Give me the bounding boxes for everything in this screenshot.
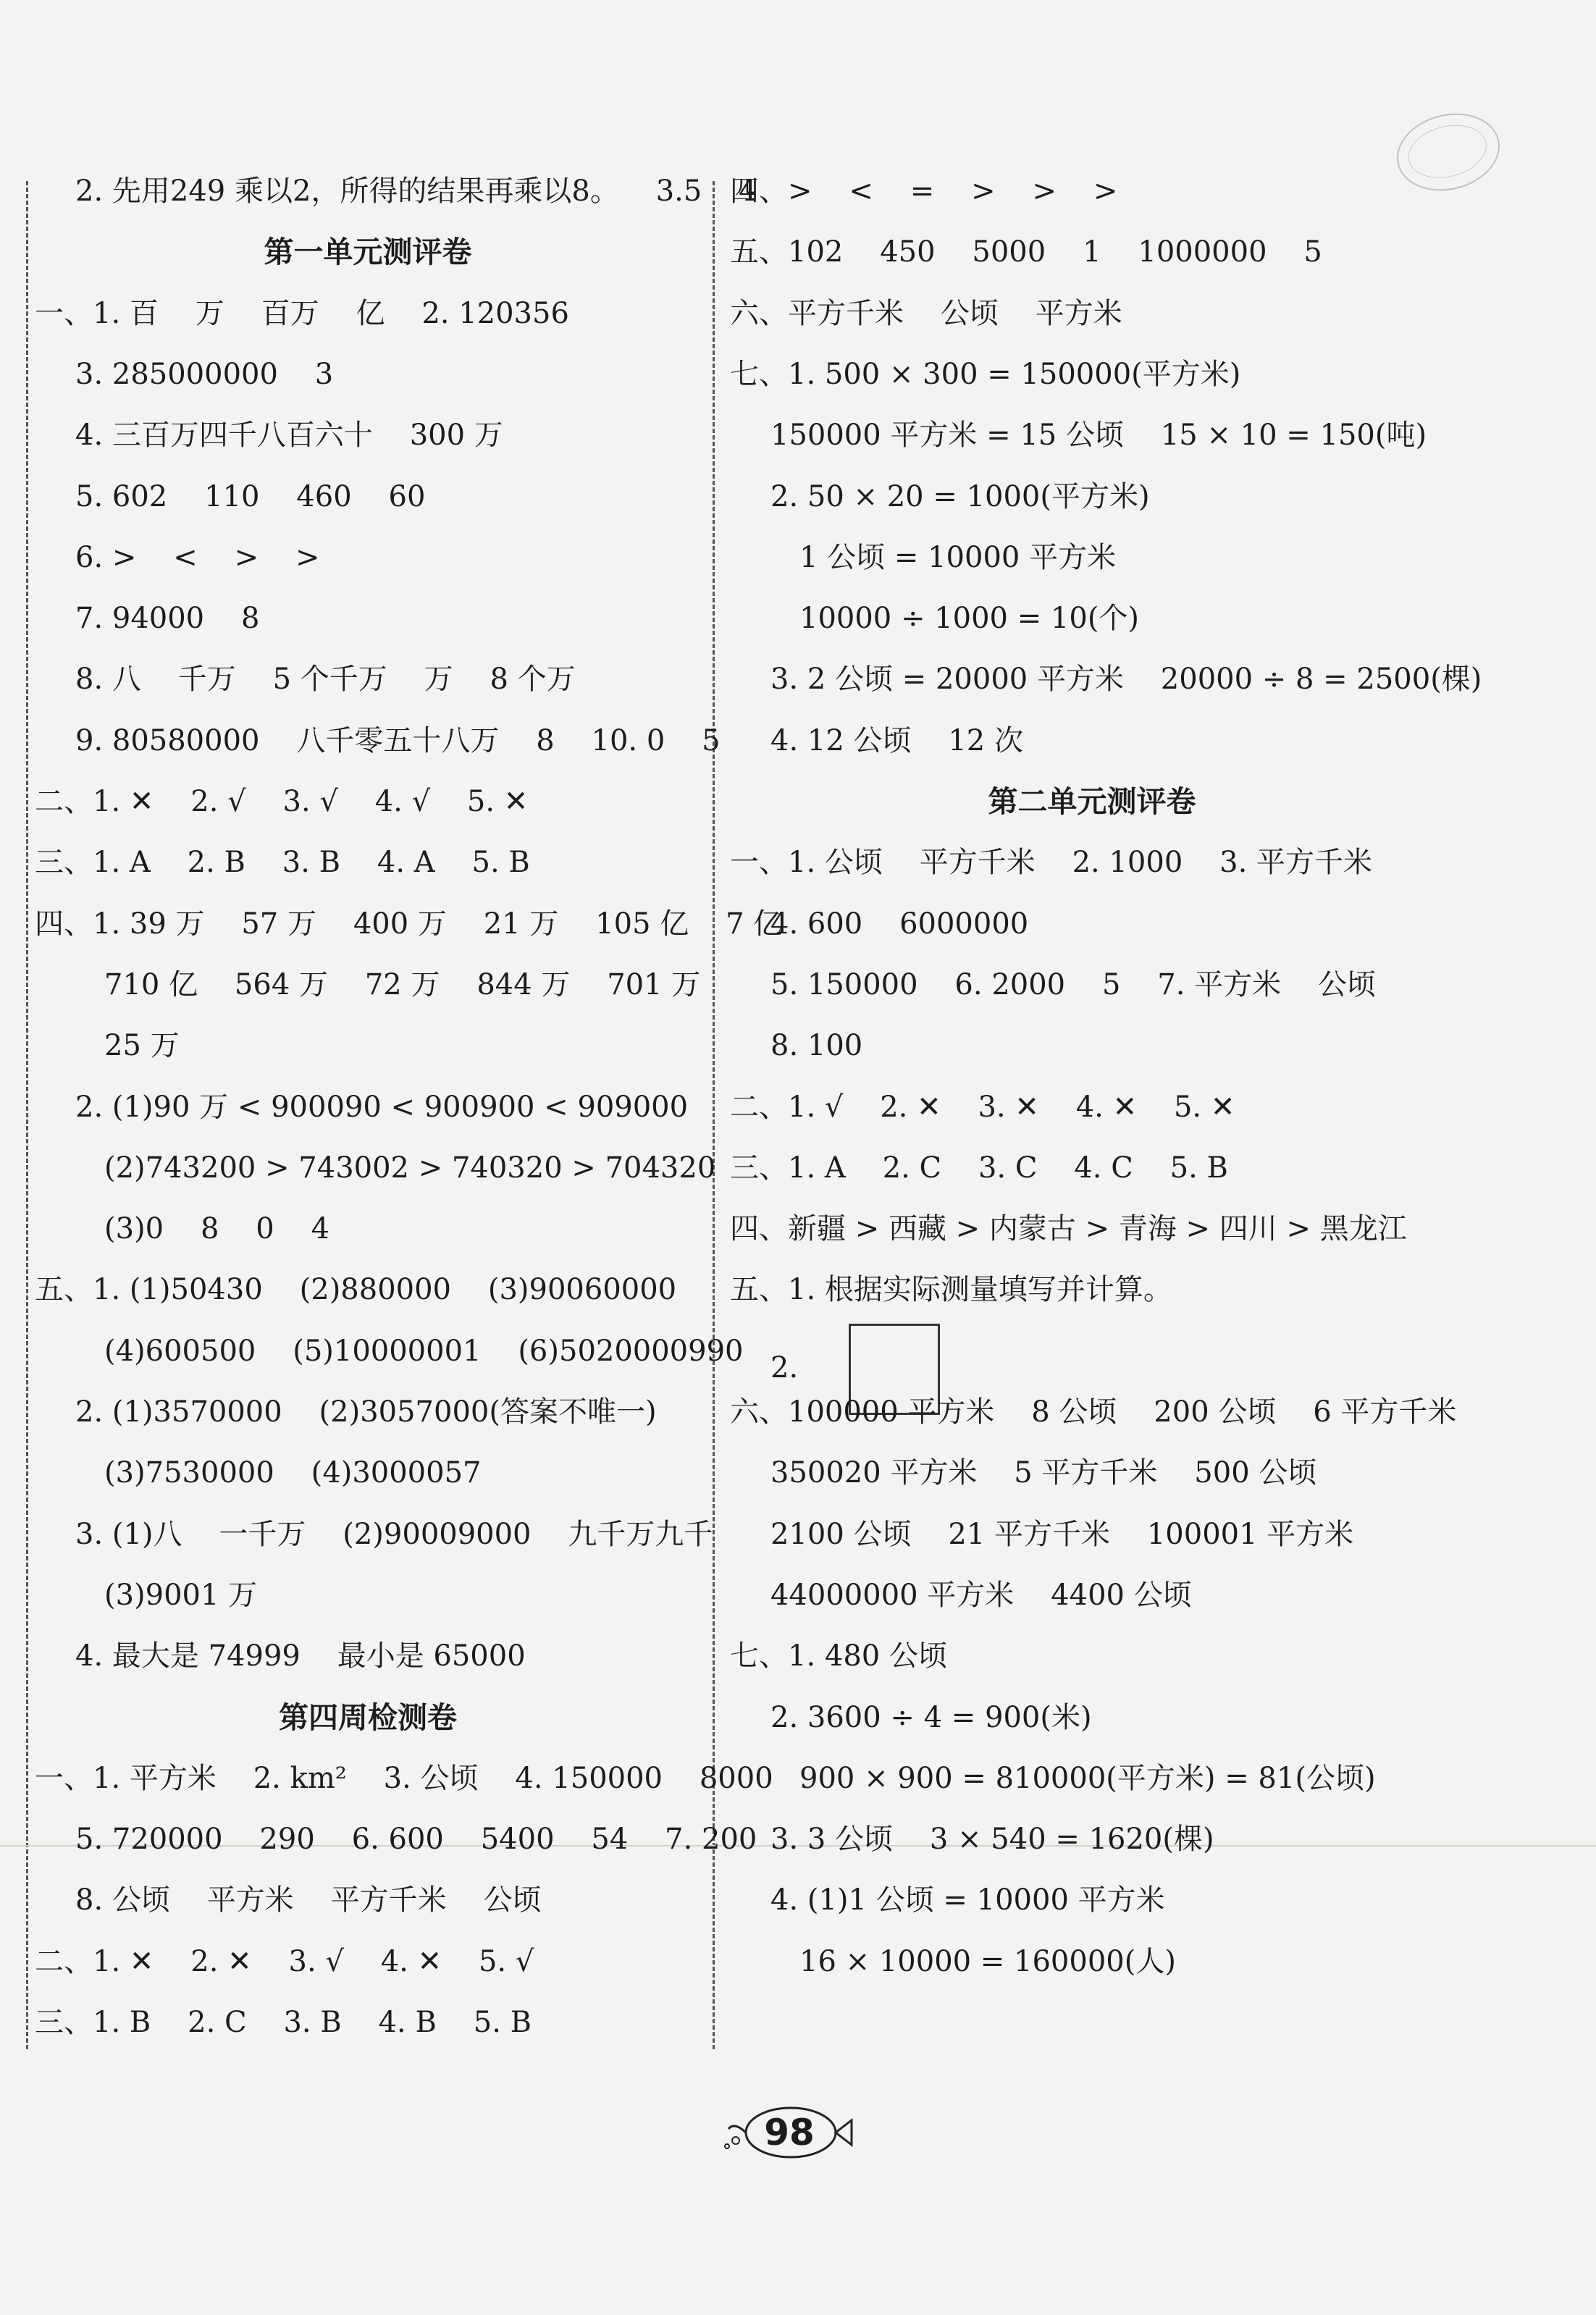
- answer-line: 1 公顷 = 10000 平方米: [799, 540, 1117, 574]
- answer-line: 25 万: [104, 1029, 180, 1063]
- answer-line: 6. > < > >: [75, 540, 320, 574]
- answer-line: 七、1. 480 公顷: [730, 1639, 947, 1673]
- answer-line: 7. 94000 8: [75, 602, 260, 636]
- answer-line: (3)9001 万: [104, 1578, 258, 1612]
- answer-line: 四、1. 39 万 57 万 400 万 21 万 105 亿 7 亿: [35, 907, 783, 941]
- answer-line: 5. 602 110 460 60: [75, 479, 426, 513]
- section-heading: 第四周检测卷: [279, 1700, 457, 1735]
- answer-line: 二、1. √ 2. ✕ 3. ✕ 4. ✕ 5. ✕: [730, 1090, 1235, 1124]
- answer-line: 三、1. A 2. C 3. C 4. C 5. B: [730, 1151, 1228, 1185]
- answer-line: 2100 公顷 21 平方千米 100001 平方米: [770, 1517, 1354, 1551]
- answer-line: 六、100000 平方米 8 公顷 200 公顷 6 平方千米: [730, 1395, 1457, 1429]
- answer-line: 4. (1)1 公顷 = 10000 平方米: [770, 1883, 1165, 1917]
- answer-line: 44000000 平方米 4400 公顷: [770, 1578, 1192, 1612]
- answer-line: 一、1. 公顷 平方千米 2. 1000 3. 平方千米: [730, 846, 1373, 880]
- answer-line: 16 × 10000 = 160000(人): [799, 1944, 1176, 1978]
- answer-line: 900 × 900 = 810000(平方米) = 81(公顷): [799, 1761, 1376, 1795]
- section-heading: 第一单元测评卷: [264, 235, 472, 270]
- answer-line: 七、1. 500 × 300 = 150000(平方米): [730, 357, 1241, 391]
- answer-line: 2. 50 × 20 = 1000(平方米): [770, 479, 1150, 513]
- answer-line: 2. 先用249 乘以2，所得的结果再乘以8。 3.5 4: [75, 175, 757, 208]
- answer-line: 4. 12 公顷 12 次: [770, 723, 1023, 757]
- answer-line: 五、1. (1)50430 (2)880000 (3)90060000: [35, 1273, 677, 1307]
- answer-line: 二、1. ✕ 2. ✕ 3. √ 4. ✕ 5. √: [35, 1944, 534, 1978]
- answer-line: 四、新疆 > 西藏 > 内蒙古 > 青海 > 四川 > 黑龙江: [730, 1212, 1407, 1246]
- answer-line: 2. (1)3570000 (2)3057000(答案不唯一): [75, 1395, 657, 1429]
- answer-line: 三、1. A 2. B 3. B 4. A 5. B: [35, 846, 530, 880]
- answer-line: 10000 ÷ 1000 = 10(个): [799, 602, 1140, 636]
- answer-line: 3. (1)八 一千万 (2)90009000 九千万九千: [75, 1517, 713, 1551]
- answer-line: 350020 平方米 5 平方千米 500 公顷: [770, 1456, 1317, 1490]
- answer-line: 5. 150000 6. 2000 5 7. 平方米 公顷: [770, 967, 1377, 1001]
- page-number-badge: [724, 2100, 854, 2165]
- answer-line: 8. 八 千万 5 个千万 万 8 个万: [75, 663, 576, 697]
- answer-line: 一、1. 平方米 2. km² 3. 公顷 4. 150000 8000: [35, 1761, 773, 1795]
- answer-line: (4)600500 (5)10000001 (6)5020000990: [104, 1334, 744, 1368]
- answer-line: 3. 3 公顷 3 × 540 = 1620(棵): [770, 1823, 1214, 1857]
- answer-line: 710 亿 564 万 72 万 844 万 701 万: [104, 967, 701, 1001]
- answer-line: 2.: [770, 1314, 798, 1422]
- answer-line: 8. 公顷 平方米 平方千米 公顷: [75, 1883, 542, 1917]
- page-number: 98: [764, 2112, 815, 2154]
- section-heading: 第二单元测评卷: [988, 784, 1196, 819]
- answer-line: 2. 3600 ÷ 4 = 900(米): [770, 1700, 1092, 1734]
- answer-line: 9. 80580000 八千零五十八万 8 10. 0 5: [75, 723, 721, 757]
- answer-line: 8. 100: [770, 1029, 863, 1063]
- answer-line: 4. 三百万四千八百六十 300 万: [75, 419, 503, 453]
- answer-line: 2. (1)90 万 < 900090 < 900900 < 909000: [75, 1090, 689, 1124]
- answer-line: 三、1. B 2. C 3. B 4. B 5. B: [35, 2006, 532, 2039]
- answer-line: 五、1. 根据实际测量填写并计算。: [730, 1273, 1172, 1307]
- answer-line: 3. 2 公顷 = 20000 平方米 20000 ÷ 8 = 2500(棵): [770, 663, 1482, 697]
- answer-line: (3)7530000 (4)3000057: [104, 1456, 482, 1490]
- answer-line: 四、> < = > > >: [730, 175, 1118, 208]
- stamp-seal: [1389, 103, 1508, 201]
- answer-line: (3)0 8 0 4: [104, 1212, 330, 1246]
- answer-line: (2)743200 > 743002 > 740320 > 704320: [104, 1151, 716, 1185]
- answer-line: 3. 285000000 3: [75, 357, 334, 391]
- answer-line: 五、102 450 5000 1 1000000 5: [730, 235, 1322, 269]
- left-margin-divider: [26, 181, 28, 2049]
- answer-line: 六、平方千米 公顷 平方米: [730, 296, 1122, 330]
- answer-line: 4. 600 6000000: [770, 907, 1029, 941]
- answer-line: 一、1. 百 万 百万 亿 2. 120356: [35, 296, 569, 330]
- answer-line: 150000 平方米 = 15 公顷 15 × 10 = 150(吨): [770, 419, 1427, 453]
- answer-line: 5. 720000 290 6. 600 5400 54 7. 200: [75, 1823, 757, 1857]
- answer-line: 二、1. ✕ 2. √ 3. √ 4. √ 5. ✕: [35, 785, 529, 818]
- answer-line: 4. 最大是 74999 最小是 65000: [75, 1639, 526, 1673]
